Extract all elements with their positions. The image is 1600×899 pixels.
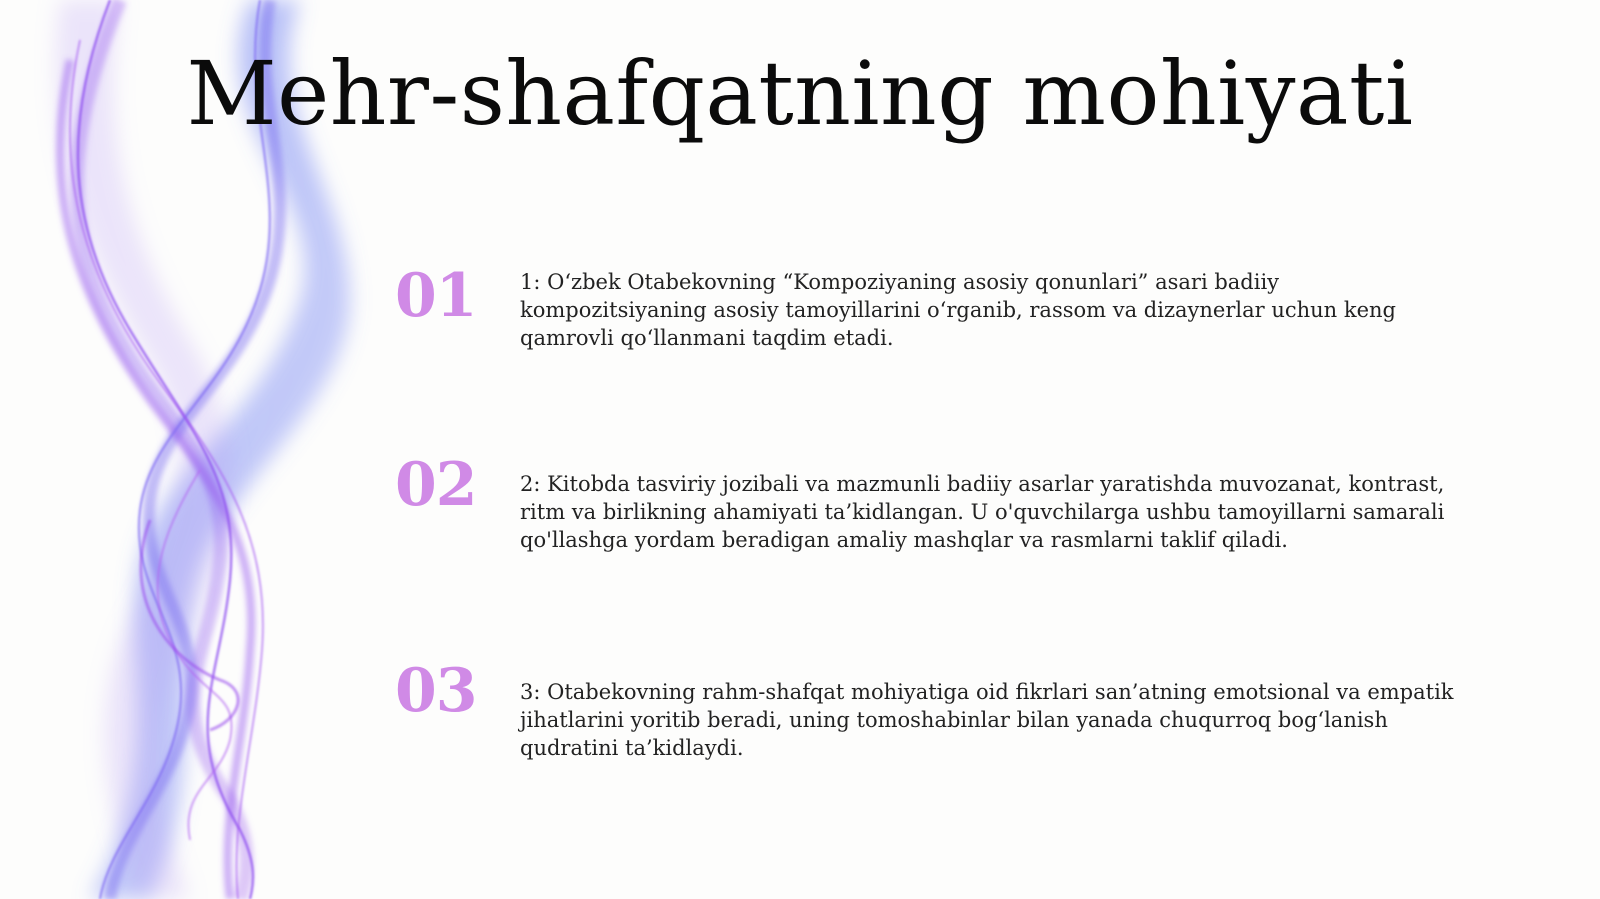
item-text: 2: Kitobda tasviriy jozibali va mazmunli badiiy asarlar yaratishda muvozanat, kontrast, ritm va birlikning ahamiyati ta’kidlangan. U o'quvchilarga ushbu tamoyillarni samarali qo'llashga yordam beradigan amaliy mashqlar va rasmlarni taklif qiladi.	[520, 472, 1445, 552]
item-text: 1: O‘zbek Otabekovning “Kompoziyaning asosiy qonunlari” asari badiiy kompozitsiyaning asosiy tamoyillarini o‘rganib, rassom va dizaynerlar uchun keng qamrovli qo‘llanmani taqdim etadi.	[520, 270, 1397, 350]
item-number: 02	[395, 450, 477, 520]
item-number: 01	[395, 261, 477, 331]
item-text: 3: Otabekovning rahm-shafqat mohiyatiga oid fikrlari san’atning emotsional va empatik jihatlarini yoritib beradi, uning tomoshabinlar bilan yanada chuqurroq bog‘lanish qudratini ta’kidlaydi.	[520, 680, 1454, 760]
slide-title: Mehr-shafqatning mohiyati	[186, 42, 1414, 145]
item-number: 03	[395, 656, 477, 726]
